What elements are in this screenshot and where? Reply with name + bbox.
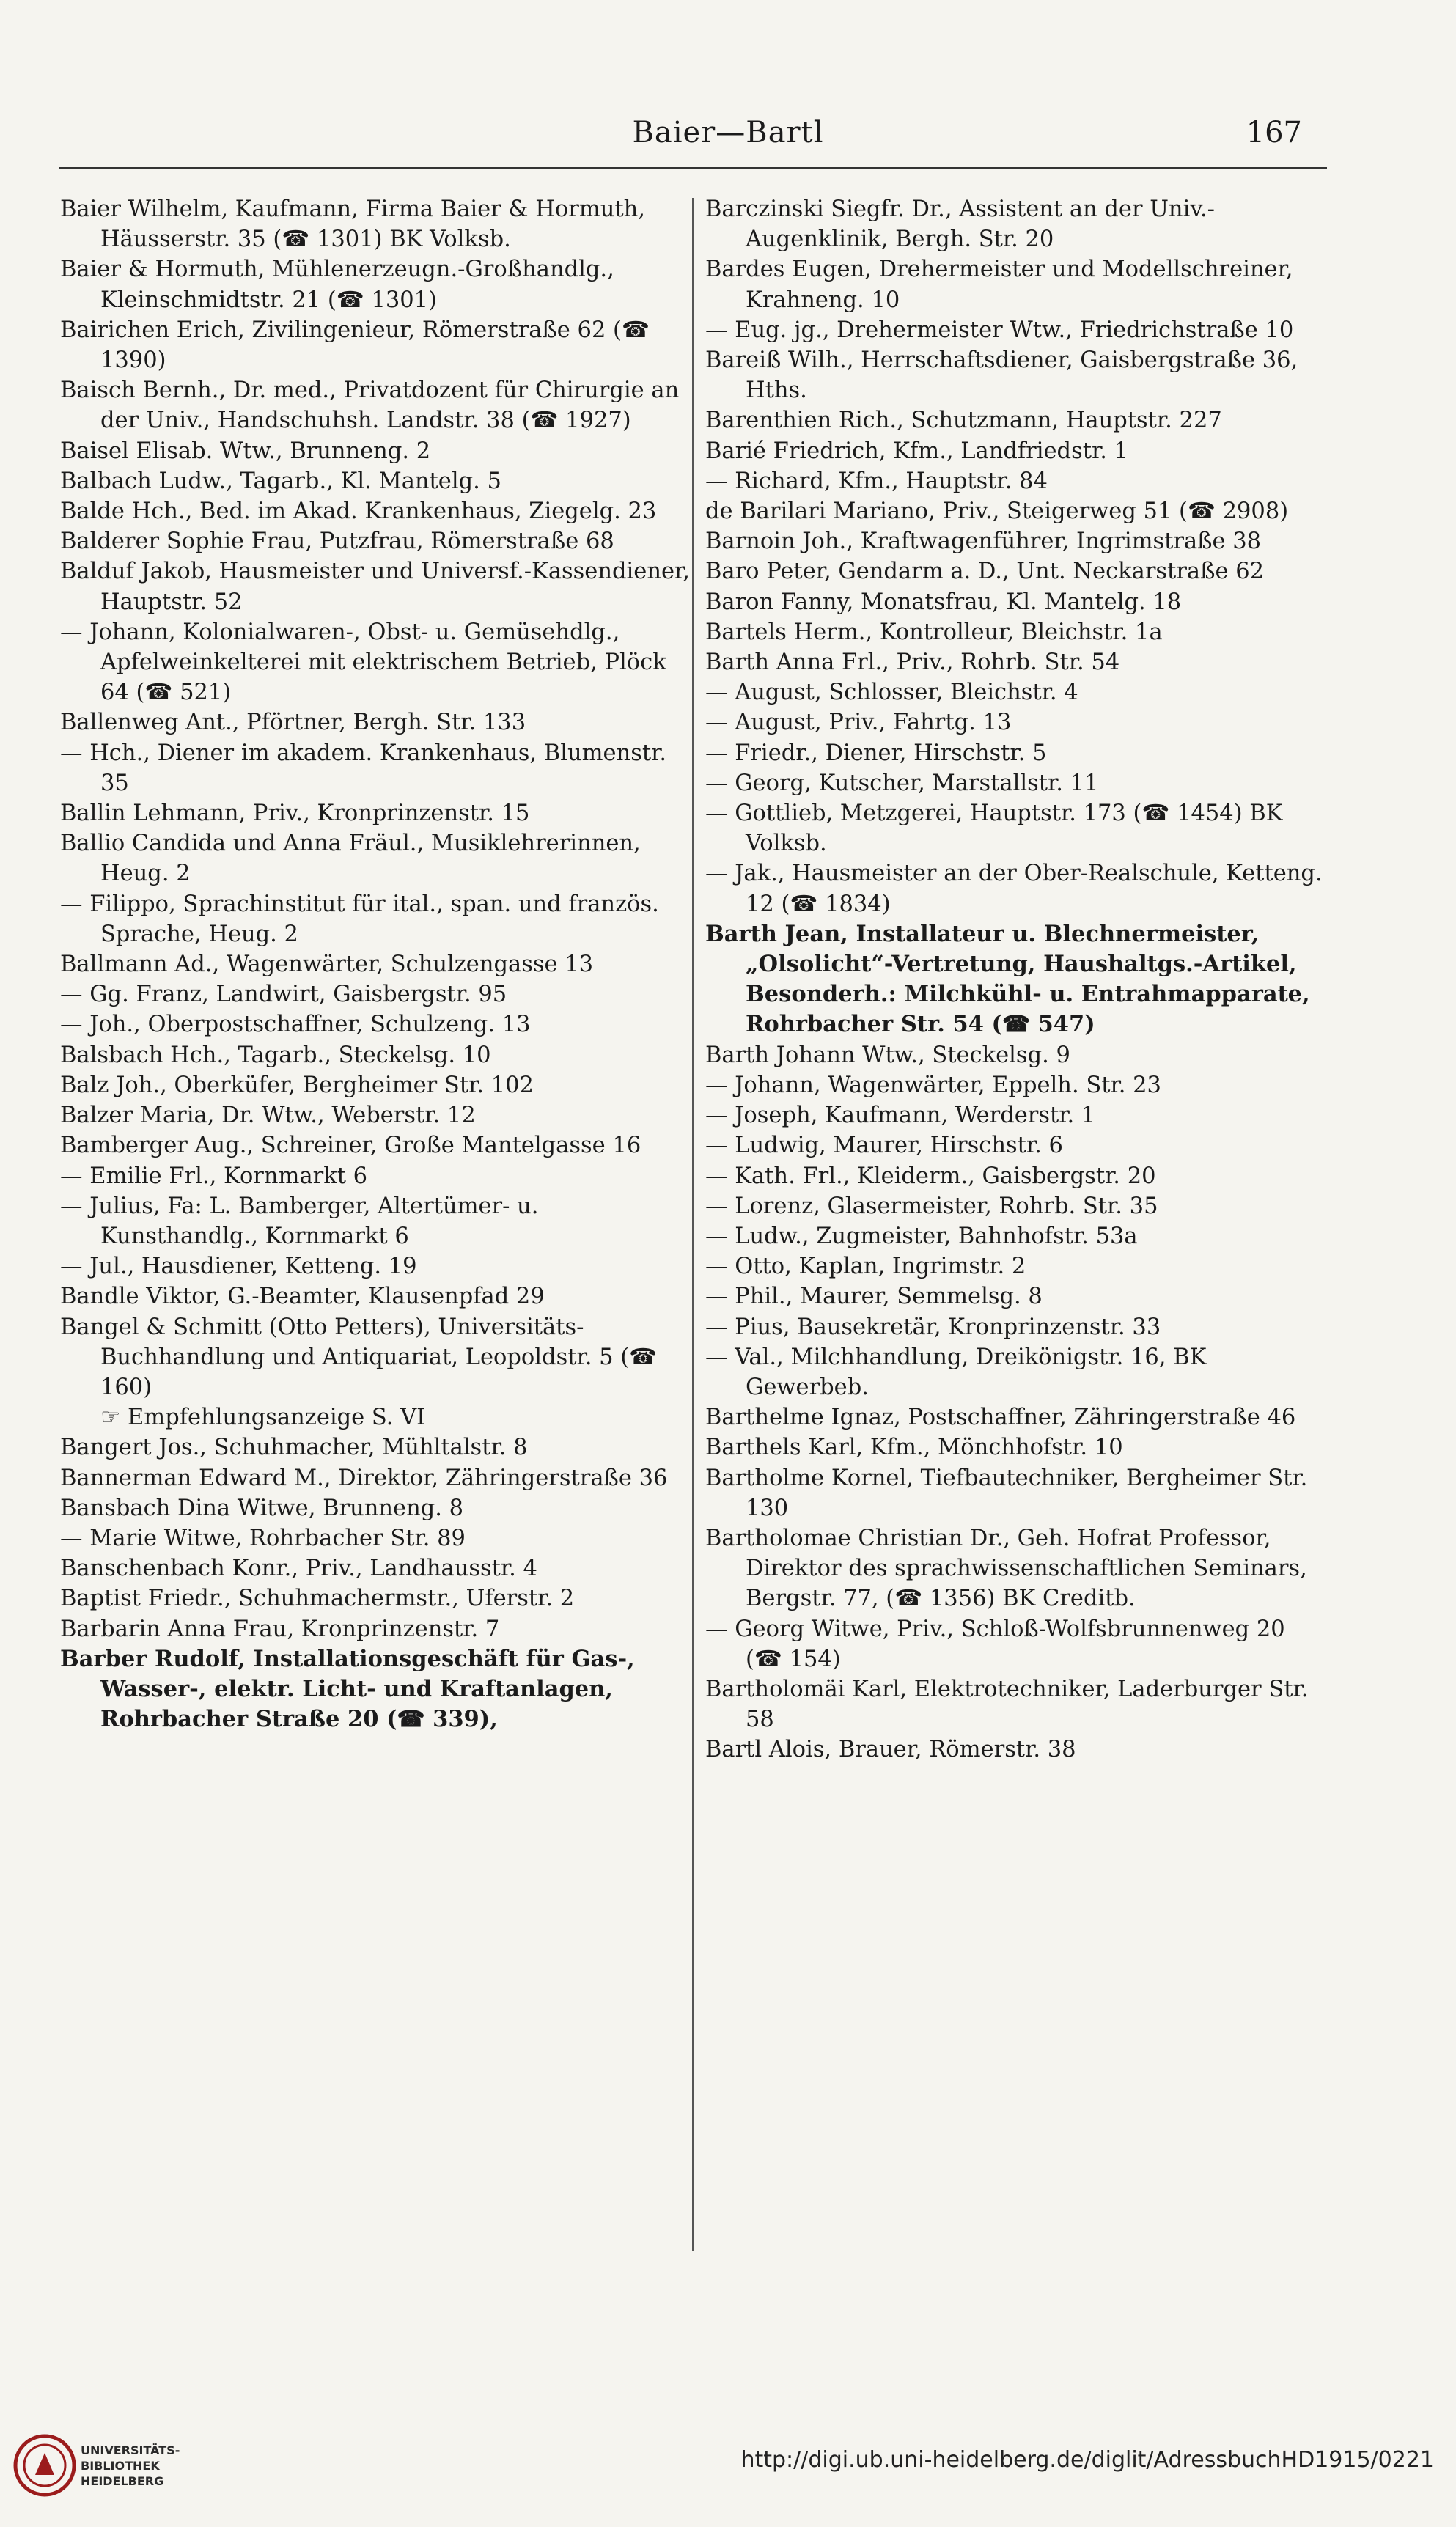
directory-entry: — Otto, Kaplan, Ingrimstr. 2 <box>705 1254 1026 1280</box>
directory-entry: Barenthien Rich., Schutzmann, Hauptstr. 227 <box>705 408 1222 434</box>
directory-entry: — Val., Milchhandlung, Dreikönigstr. 16, BK Gewerbeb. <box>705 1344 1207 1400</box>
directory-entry: — Joseph, Kaufmann, Werderstr. 1 <box>705 1103 1096 1129</box>
directory-entry: — Kath. Frl., Kleiderm., Gaisbergstr. 20 <box>705 1163 1156 1189</box>
directory-entry: Bamberger Aug., Schreiner, Große Mantelgasse 16 <box>60 1133 641 1159</box>
directory-entry: Baisel Elisab. Wtw., Brunneng. 2 <box>60 438 431 464</box>
directory-entry: — Gottlieb, Metzgerei, Hauptstr. 173 (☎ 1454) BK Volksb. <box>705 801 1283 857</box>
directory-entry: Ballmann Ad., Wagenwärter, Schulzengasse 13 <box>60 952 594 978</box>
directory-entry: Bartholme Kornel, Tiefbautechniker, Bergheimer Str. 130 <box>705 1465 1308 1521</box>
directory-entry: Baptist Friedr., Schuhmachermstr., Uferstr. 2 <box>60 1586 575 1612</box>
directory-entry: Baier & Hormuth, Mühlenerzeugn.-Großhandlg., Kleinschmidtstr. 21 (☎ 1301) <box>60 257 614 313</box>
directory-entry: Balderer Sophie Frau, Putzfrau, Römerstraße 68 <box>60 529 614 555</box>
page-title: Baier—Bartl <box>632 116 824 150</box>
directory-entry: Barth Jean, Installateur u. Blechnermeister, „Olsolicht“-Vertretung, Haushaltgs.-Artikel, Besonderh.: Milchkühl- u. Entrahmapparate, Rohrbacher Str. 54 (☎ 547) <box>705 920 1310 1038</box>
directory-entry: Barié Friedrich, Kfm., Landfriedstr. 1 <box>705 438 1129 464</box>
directory-entry: — Marie Witwe, Rohrbacher Str. 89 <box>60 1525 466 1551</box>
directory-entry: Bardes Eugen, Drehermeister und Modellschreiner, Krahneng. 10 <box>705 257 1293 313</box>
directory-entry: — Julius, Fa: L. Bamberger, Altertümer- u. Kunsthandlg., Kornmarkt 6 <box>60 1193 539 1249</box>
directory-entry: Baron Fanny, Monatsfrau, Kl. Mantelg. 18 <box>705 589 1182 615</box>
directory-entry: — Georg, Kutscher, Marstallstr. 11 <box>705 770 1099 796</box>
directory-entry: Bairichen Erich, Zivilingenieur, Römerstraße 62 (☎ 1390) <box>60 317 650 374</box>
directory-entry: — Gg. Franz, Landwirt, Gaisbergstr. 95 <box>60 982 507 1008</box>
directory-entry: Baro Peter, Gendarm a. D., Unt. Neckarstraße 62 <box>705 559 1265 585</box>
directory-entry: Bartl Alois, Brauer, Römerstr. 38 <box>705 1737 1076 1763</box>
directory-entry: Bartholomae Christian Dr., Geh. Hofrat Professor, Direktor des sprachwissenschaftlichen Seminars, Bergstr. 77, (☎ 1356) BK Creditb. <box>705 1525 1307 1612</box>
directory-entry: — Ludwig, Maurer, Hirschstr. 6 <box>705 1133 1063 1159</box>
directory-entry: Banschenbach Konr., Priv., Landhausstr. 4 <box>60 1556 537 1582</box>
directory-entry: Balde Hch., Bed. im Akad. Krankenhaus, Ziegelg. 23 <box>60 499 657 525</box>
directory-entry: — Lorenz, Glasermeister, Rohrb. Str. 35 <box>705 1193 1158 1219</box>
directory-entry: Ballin Lehmann, Priv., Kronprinzenstr. 15 <box>60 801 530 827</box>
page-number: 167 <box>1246 116 1302 150</box>
directory-entry: Bangert Jos., Schuhmacher, Mühltalstr. 8 <box>60 1435 528 1461</box>
directory-entry: Bannerman Edward M., Direktor, Zähringerstraße 36 <box>60 1465 668 1491</box>
directory-entry: — Eug. jg., Drehermeister Wtw., Friedrichstraße 10 <box>705 317 1294 343</box>
directory-entry: Baier Wilhelm, Kaufmann, Firma Baier & Hormuth, Häusserstr. 35 (☎ 1301) BK Volksb. <box>60 196 645 253</box>
directory-entry: de Barilari Mariano, Priv., Steigerweg 51 (☎ 2908) <box>705 499 1289 525</box>
library-name <box>81 2443 180 2489</box>
directory-entry: — Richard, Kfm., Hauptstr. 84 <box>705 468 1048 494</box>
directory-entry: Barczinski Siegfr. Dr., Assistent an der Univ.-Augenklinik, Bergh. Str. 20 <box>705 196 1215 253</box>
directory-entry: Balduf Jakob, Hausmeister und Universf.-Kassendiener, Hauptstr. 52 <box>60 559 690 615</box>
directory-entry: Barthelme Ignaz, Postschaffner, Zähringerstraße 46 <box>705 1405 1296 1431</box>
directory-entry: — Hch., Diener im akadem. Krankenhaus, Blumenstr. 35 <box>60 740 667 796</box>
directory-entry: Balz Joh., Oberküfer, Bergheimer Str. 102 <box>60 1072 534 1098</box>
directory-entry: Bangel & Schmitt (Otto Petters), Universitäts-Buchhandlung und Antiquariat, Leopoldstr. 5 (☎ 160) <box>60 1314 658 1400</box>
directory-entry: Barth Anna Frl., Priv., Rohrb. Str. 54 <box>705 650 1120 676</box>
directory-entry: Balbach Ludw., Tagarb., Kl. Mantelg. 5 <box>60 468 501 494</box>
directory-entry: Ballenweg Ant., Pförtner, Bergh. Str. 133 <box>60 710 526 736</box>
directory-entry: Bandle Viktor, G.-Beamter, Klausenpfad 29 <box>60 1284 545 1310</box>
directory-entry: Barnoin Joh., Kraftwagenführer, Ingrimstraße 38 <box>705 529 1262 555</box>
directory-entry: Balsbach Hch., Tagarb., Steckelsg. 10 <box>60 1042 491 1068</box>
directory-entry: — Jul., Hausdiener, Ketteng. 19 <box>60 1254 417 1280</box>
cross-reference: ☞ Empfehlungsanzeige S. VI <box>100 1405 426 1431</box>
library-name-line: HEIDELBERG <box>81 2474 164 2488</box>
directory-entry: — Jak., Hausmeister an der Ober-Realschule, Ketteng. 12 (☎ 1834) <box>705 861 1323 917</box>
directory-entry: — Johann, Kolonialwaren-, Obst- u. Gemüsehdlg., Apfelweinkelterei mit elektrischem Betrieb, Plöck 64 (☎ 521) <box>60 619 666 706</box>
directory-entry: — Joh., Oberpostschaffner, Schulzeng. 13 <box>60 1012 531 1038</box>
header-rule <box>59 167 1327 169</box>
directory-entry: Balzer Maria, Dr. Wtw., Weberstr. 12 <box>60 1103 476 1129</box>
directory-entry: Ballio Candida und Anna Fräul., Musiklehrerinnen, Heug. 2 <box>60 831 641 887</box>
directory-entry: — Filippo, Sprachinstitut für ital., span. und französ. Sprache, Heug. 2 <box>60 891 659 947</box>
directory-entry: — August, Schlosser, Bleichstr. 4 <box>705 680 1078 706</box>
directory-entry: — Friedr., Diener, Hirschstr. 5 <box>705 740 1047 766</box>
directory-entry: Barbarin Anna Frau, Kronprinzenstr. 7 <box>60 1616 500 1642</box>
directory-entry: Bareiß Wilh., Herrschaftsdiener, Gaisbergstraße 36, Hths. <box>705 347 1298 404</box>
library-name-line: BIBLIOTHEK <box>81 2459 160 2473</box>
library-logo <box>13 2434 196 2507</box>
directory-entry: Barth Johann Wtw., Steckelsg. 9 <box>705 1042 1070 1068</box>
directory-entry: Bartholomäi Karl, Elektrotechniker, Laderburger Str. 58 <box>705 1676 1309 1733</box>
directory-entry: — August, Priv., Fahrtg. 13 <box>705 710 1012 736</box>
directory-entry: — Phil., Maurer, Semmelsg. 8 <box>705 1284 1043 1310</box>
running-head <box>0 110 1456 154</box>
directory-entry: — Georg Witwe, Priv., Schloß-Wolfsbrunnenweg 20 (☎ 154) <box>705 1616 1285 1672</box>
source-url[interactable]: http://digi.ub.uni-heidelberg.de/diglit/AdressbuchHD1915/0221 <box>740 2447 1434 2473</box>
right-column <box>705 194 1328 1765</box>
directory-entry: Barthels Karl, Kfm., Mönchhofstr. 10 <box>705 1435 1123 1461</box>
directory-entry: Bartels Herm., Kontrolleur, Bleichstr. 1a <box>705 619 1163 645</box>
footer <box>0 2405 1456 2527</box>
directory-entry: — Emilie Frl., Kornmarkt 6 <box>60 1163 368 1189</box>
directory-entry: Barber Rudolf, Installationsgeschäft für Gas-, Wasser-, elektr. Licht- und Kraftanlagen, Rohrbacher Straße 20 (☎ 339), <box>60 1645 635 1733</box>
left-column <box>60 194 691 1735</box>
directory-entry: Bansbach Dina Witwe, Brunneng. 8 <box>60 1495 464 1521</box>
library-seal-icon <box>13 2434 76 2497</box>
directory-entry: — Johann, Wagenwärter, Eppelh. Str. 23 <box>705 1072 1161 1098</box>
column-divider <box>692 198 694 2251</box>
directory-entry: — Pius, Bausekretär, Kronprinzenstr. 33 <box>705 1314 1161 1340</box>
directory-entry: Baisch Bernh., Dr. med., Privatdozent für Chirurgie an der Univ., Handschuhsh. Landstr. 38 (☎ 1927) <box>60 378 680 434</box>
directory-entry: — Ludw., Zugmeister, Bahnhofstr. 53a <box>705 1223 1138 1249</box>
library-name-line: UNIVERSITÄTS- <box>81 2443 180 2457</box>
